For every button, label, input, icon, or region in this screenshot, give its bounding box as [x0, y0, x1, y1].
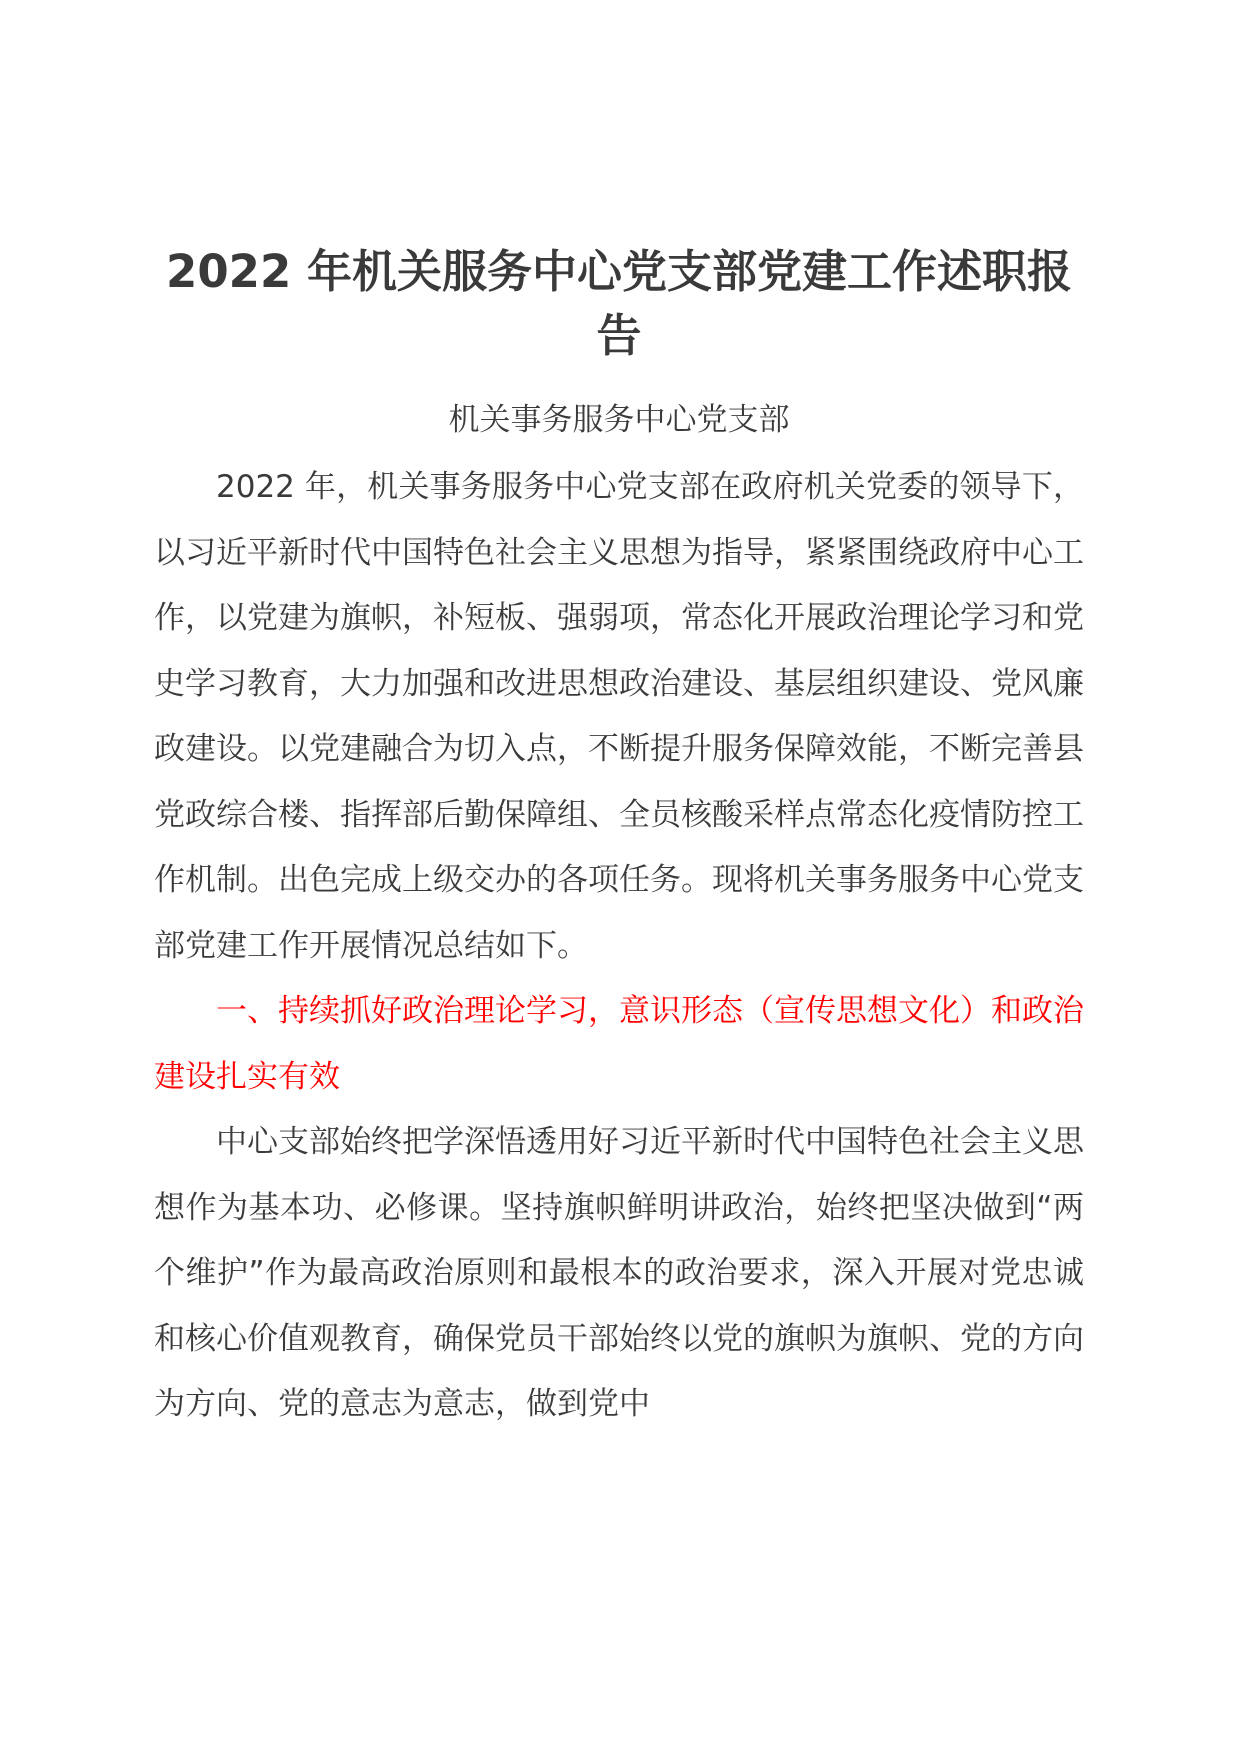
intro-paragraph: 2022 年，机关事务服务中心党支部在政府机关党委的领导下，以习近平新时代中国特色社会主义思想为指导，紧紧围绕政府中心工作，以党建为旗帜，补短板、强弱项，常态化开展政治理论学习和党史学习教育，大力加强和改进思想政治建设、基层组织建设、党风廉政建设。以党建融合为切入点，不断提升服务保障效能，不断完善县党政综合楼、指挥部后勤保障组、全员核酸采样点常态化疫情防控工作机制。出色完成上级交办的各项任务。现将机关事务服务中心党支部党建工作开展情况总结如下。 — [154, 469, 1084, 964]
document-title: 2022 年机关服务中心党支部党建工作述职报告 — [166, 245, 1072, 362]
document-author: 机关事务服务中心党支部 — [448, 402, 790, 438]
section-heading: 一、持续抓好政治理论学习，意识形态（宣传思想文化）和政治建设扎实有效 — [154, 993, 1084, 1095]
document-body — [154, 240, 1084, 1438]
section-paragraph: 中心支部始终把学深悟透用好习近平新时代中国特色社会主义思想作为基本功、必修课。坚持旗帜鲜明讲政治，始终把坚决做到“两个维护”作为最高政治原则和最根本的政治要求，深入开展对党忠诚和核心价值观教育，确保党员干部始终以党的旗帜为旗帜、党的方向为方向、党的意志为意志，做到党中 — [154, 1124, 1084, 1422]
